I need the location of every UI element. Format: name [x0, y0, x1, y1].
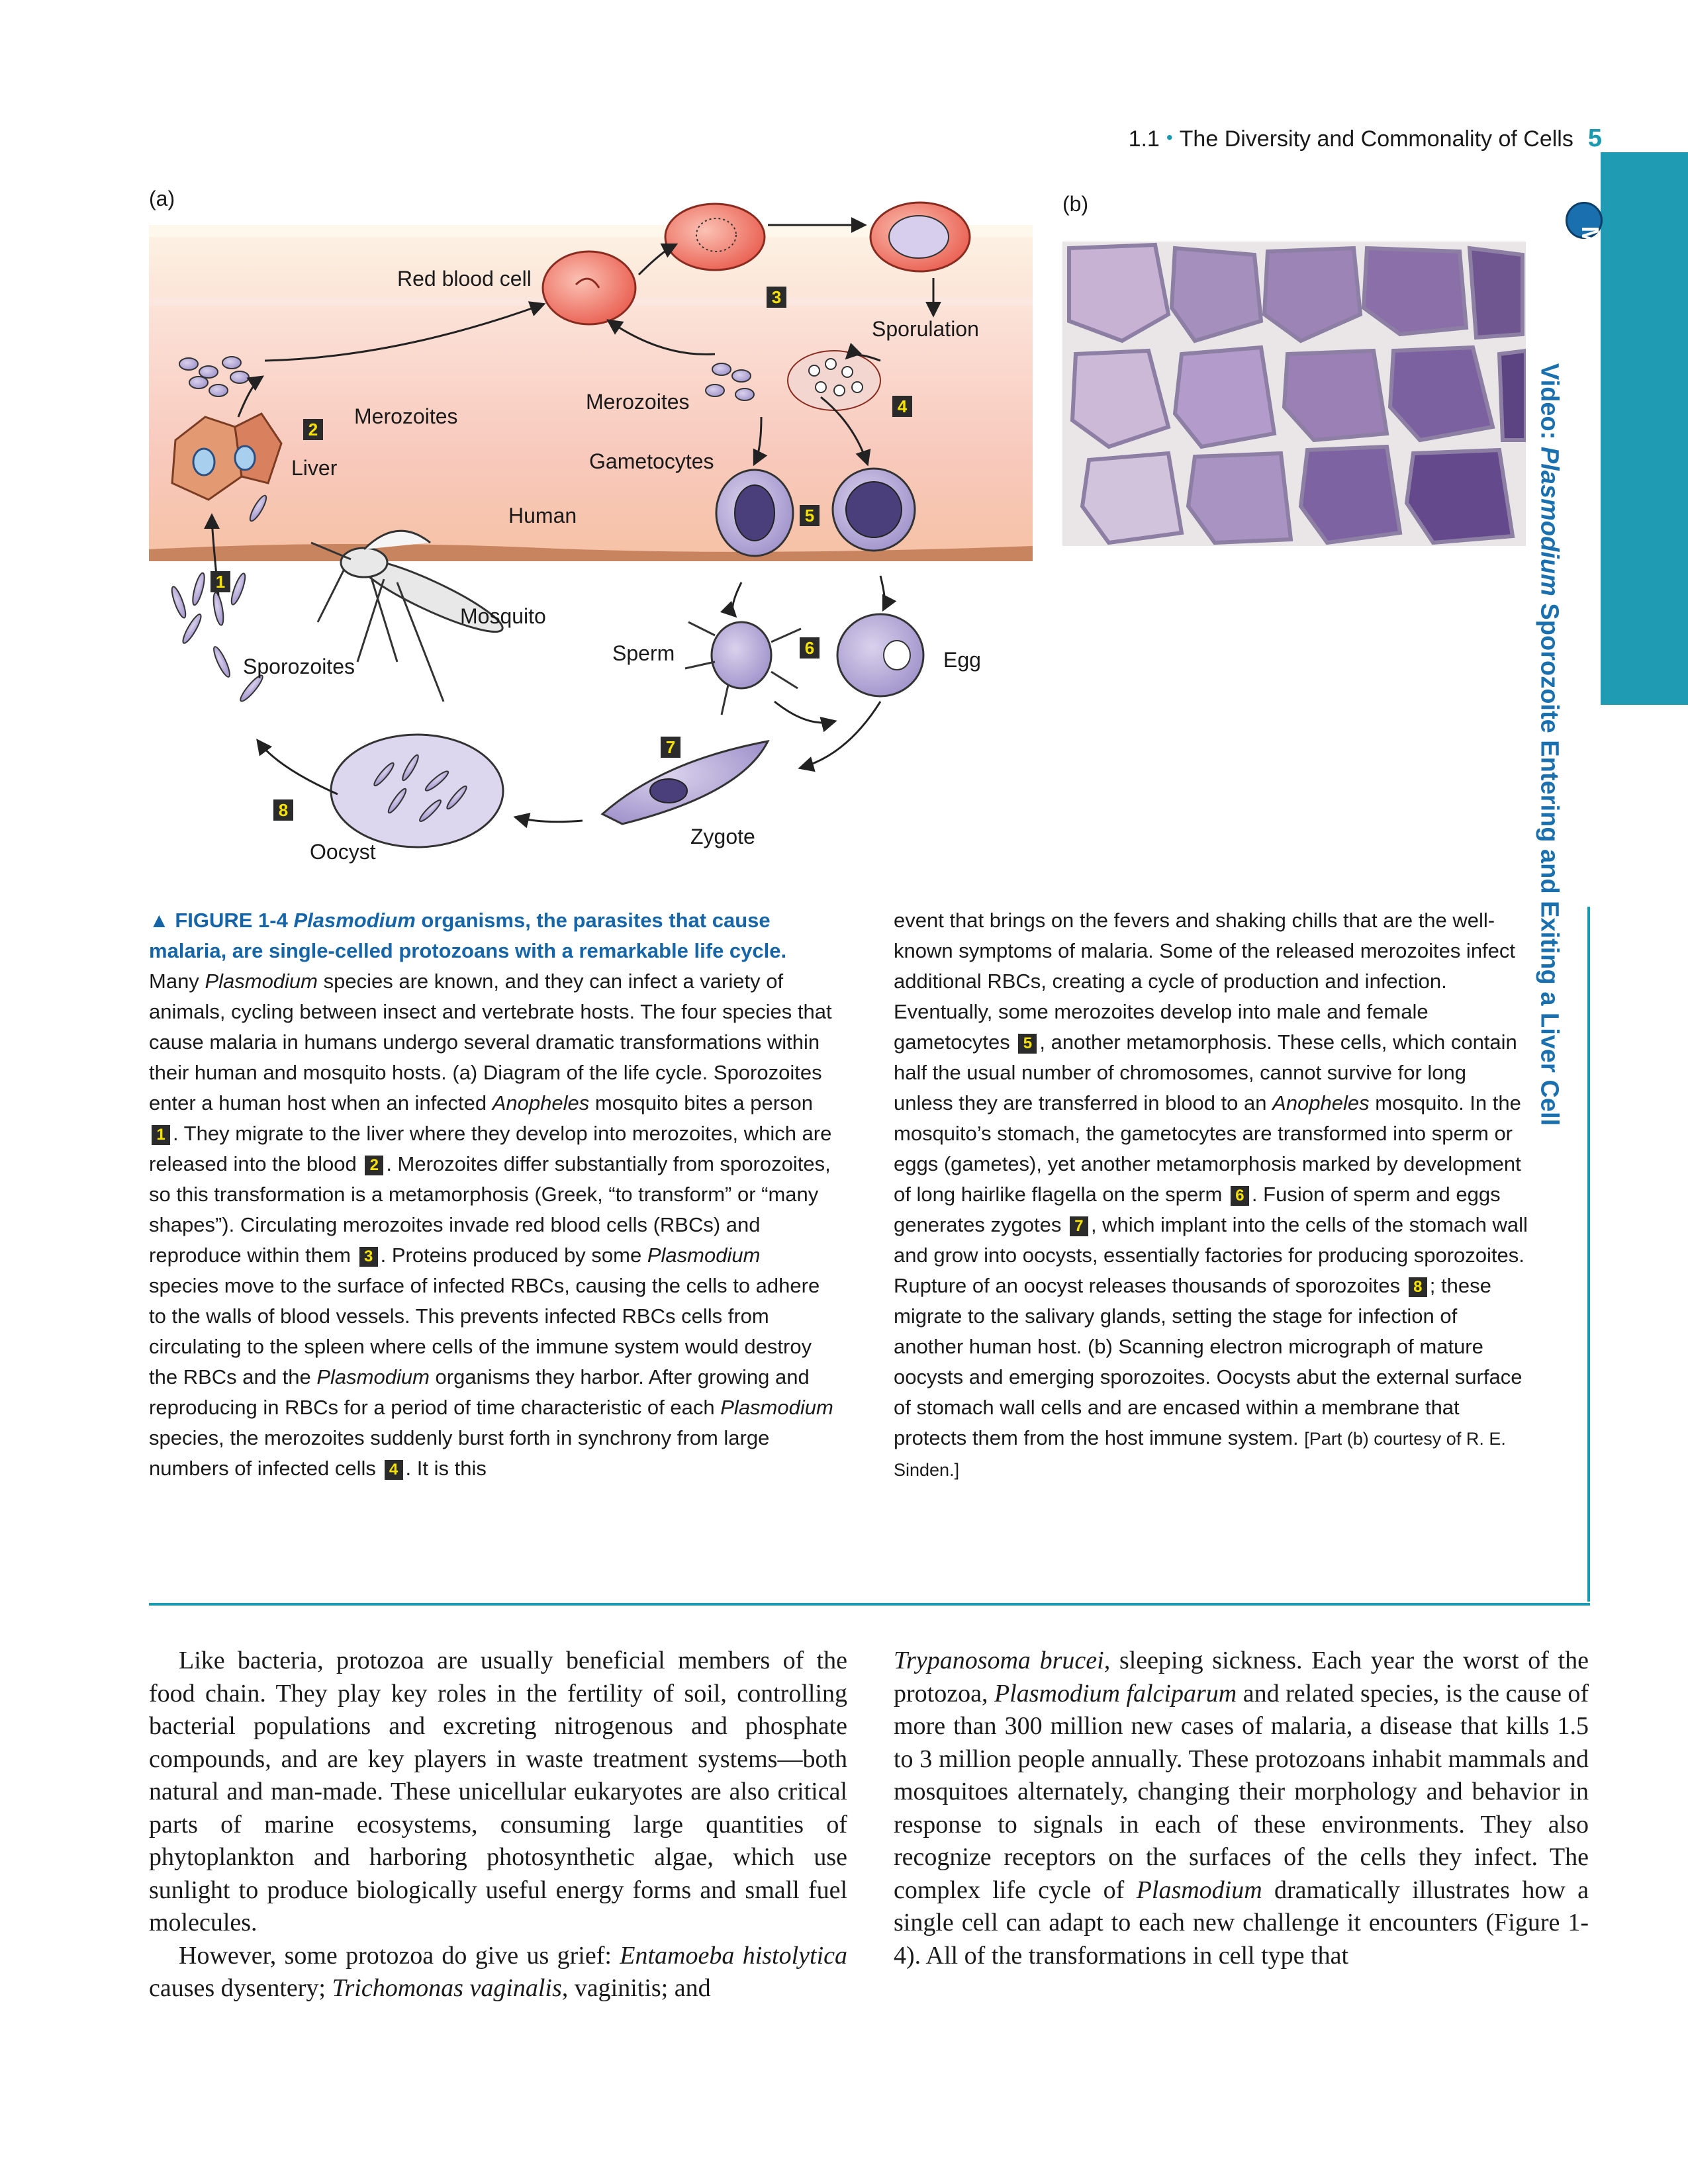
zygote-nucleus [650, 779, 687, 803]
caption-text: mosquito bites a person [594, 1091, 814, 1115]
label-sporozoites: Sporozoites [243, 655, 355, 678]
caption-right-column [894, 905, 1529, 1485]
figure-label: FIGURE 1-4 [175, 909, 288, 932]
step-7: 7 [665, 737, 676, 757]
body-italic: Trichomonas vaginalis, [332, 1974, 569, 2002]
caption-text: organisms they harbor. After growing and reproducing in RBCs for a period of time characteristic of each [149, 1365, 810, 1419]
egg-nucleus [884, 641, 910, 670]
inline-step-7: 7 [1070, 1216, 1088, 1236]
caption-text: species, the merozoites suddenly burst forth in synchrony from large numbers of infected cells [149, 1426, 770, 1480]
caption-text: event that brings on the fevers and shaking chills that are the well-known symptoms of malaria. Some of the released merozoites infect additional RBCs, creating a cycle of production and infection. Eventually, some merozoites develop into male and female gametocytes [894, 909, 1516, 1054]
caption-text: . It is this [405, 1457, 487, 1480]
caption-text: . Fusion of sperm and eggs generates zygotes [894, 1183, 1501, 1236]
sperm [685, 622, 801, 715]
body-italic: Trypanosoma brucei, [894, 1647, 1111, 1674]
label-human: Human [508, 504, 577, 527]
oocyst-micrograph [1062, 242, 1526, 546]
label-red-blood-cell: Red blood cell [397, 267, 532, 291]
caption-text: , which implant into the cells of the stomach wall and grow into oocysts, essentially factories for producing sporozoites. Rupture of an oocyst releases thousands of sporozoites [894, 1213, 1528, 1297]
step-6: 6 [804, 638, 815, 658]
caption-text: . Merozoites differ substantially from sporozoites, so this transformation is a metamorphosis (Greek, “to transform” or “many shapes”). Circulating merozoites invade red blood cells (RBCs) and reproduce within them [149, 1152, 831, 1267]
inline-step-8: 8 [1409, 1277, 1427, 1297]
red-blood-cell [543, 251, 635, 324]
gametocyte-male-nucleus [735, 485, 774, 541]
zygote [602, 741, 768, 824]
step-1: 1 [215, 572, 226, 592]
bullet-dot: • [1166, 127, 1173, 148]
running-head [1033, 124, 1602, 158]
label-sporulation: Sporulation [872, 317, 979, 341]
caption-title: organisms, the parasites that cause malaria, are single-celled protozoans with a remarkable life cycle. [149, 909, 787, 962]
label-sperm: Sperm [612, 641, 675, 665]
body-column-right [894, 1645, 1589, 1972]
caption-text: Many [149, 970, 199, 993]
label-liver: Liver [291, 456, 338, 480]
infected-rbc [665, 204, 765, 270]
label-merozoites-left: Merozoites [354, 404, 458, 428]
label-zygote: Zygote [690, 825, 755, 848]
step-4: 4 [897, 396, 908, 416]
label-mosquito: Mosquito [460, 604, 546, 628]
gametocyte-female-nucleus [846, 482, 902, 537]
panel-b-label: (b) [1062, 192, 1089, 216]
body-text: and related species, is the cause of more than 300 million new cases of malaria, a disease that kills 1.5 to 3 million people annually. These protozoans inhabit mammals and mosquitoes alternately, changing their morphology and behavior in response to signals in each of these environments. They also recognize receptors on the surfaces of the cells they infect. The complex life cycle of [894, 1679, 1589, 1904]
caption-italic: Plasmodium [647, 1244, 761, 1267]
video-title: Sporozoite Entering and Exiting a Liver Cell [1535, 603, 1564, 1126]
section-number: 1.1 [1128, 126, 1160, 152]
panel-a-label: (a) [149, 187, 175, 210]
label-oocyst: Oocyst [310, 840, 376, 864]
body-paragraph-2 [149, 1940, 847, 2005]
body-italic: Plasmodium [1136, 1876, 1262, 1904]
caption-text: ; these migrate to the salivary glands, setting the stage for infection of another human host. (b) Scanning electron micrograph of mature oocysts and emerging sporozoites. Oocysts abut the external surface of stomach wall cells and are encased within a membrane that protects them from the host immune system. [894, 1274, 1523, 1449]
body-column-left [149, 1645, 847, 2005]
oocyst [331, 735, 503, 847]
step-2: 2 [308, 420, 318, 439]
inline-step-2: 2 [365, 1156, 383, 1175]
caption-text: , another metamorphosis. These cells, which contain half the usual number of chromosomes, cannot survive for long unless they are transferred in blood to an [894, 1030, 1517, 1115]
caption-triangle: ▲ [149, 909, 169, 932]
caption-italic: Plasmodium [720, 1396, 833, 1419]
video-prefix: Video: [1535, 363, 1564, 440]
label-gametocytes: Gametocytes [589, 449, 714, 473]
caption-text: species move to the surface of infected RBCs, causing the cells to adhere to the walls of blood vessels. This prevents infected RBCs cells from circulating to the spleen where cells of the immune system would destroy the RBCs and the [149, 1274, 820, 1388]
inline-step-4: 4 [385, 1460, 403, 1480]
step-8: 8 [278, 800, 289, 820]
label-merozoites-center: Merozoites [586, 390, 690, 414]
caption-rule-vertical [1587, 907, 1590, 1602]
body-text: vaginitis; and [574, 1974, 711, 2002]
body-text: dramatically illustrates how a single cell can adapt to each new challenge it encounters (Figure 1-4). All of the transformations in cell type that [894, 1876, 1589, 1970]
caption-text: . Proteins produced by some [380, 1244, 642, 1267]
inline-step-5: 5 [1018, 1034, 1037, 1054]
page-number: 5 [1587, 124, 1602, 152]
caption-text: . They migrate to the liver where they develop into merozoites, which are released into the blood [149, 1122, 832, 1175]
life-cycle-diagram [146, 199, 1033, 867]
body-italic: Plasmodium falciparum [994, 1679, 1237, 1707]
caption-title-italic: Plasmodium [293, 909, 416, 932]
body-text: causes dysentery; [149, 1974, 326, 2002]
caption-left-column [149, 905, 834, 1484]
video-link[interactable] [1535, 363, 1564, 1126]
inline-step-1: 1 [152, 1125, 170, 1145]
body-paragraph-1: Like bacteria, protozoa are usually beneficial members of the food chain. They play key roles in the fertility of soil, controlling bacterial populations and excreting nitrogenous and phosphate compounds, and are key players in waste treatment systems—both natural and man-made. These unicellular eukaryotes are also critical parts of marine ecosystems, consuming large quantities of phytoplankton and harboring photosynthetic algae, which use sunlight to produce biologically useful energy forms and small fuel molecules. [149, 1647, 847, 1936]
caption-text: species are known, and they can infect a variety of animals, cycling between insect and vertebrate hosts. The four species that cause malaria in humans undergo several dramatic transformations within their human and mosquito hosts. (a) Diagram of the life cycle. Sporozoites enter a human host when an infected [149, 970, 832, 1115]
media-connections-label: MEDIA CONNECTIONS [1577, 226, 1604, 688]
caption-italic: Anopheles [1272, 1091, 1370, 1115]
video-title-italic: Plasmodium [1535, 446, 1564, 596]
step-5: 5 [804, 506, 815, 525]
running-title: The Diversity and Commonality of Cells [1179, 126, 1573, 152]
body-text: sleeping sickness. Each year the worst of the protozoa, [894, 1647, 1589, 1707]
caption-rule-horizontal [149, 1603, 1590, 1606]
caption-text: mosquito. In the mosquito’s stomach, the gametocytes are transformed into sperm or eggs (gametes), yet another metamorphosis marked by development of long hairlike flagella on the sperm [894, 1091, 1521, 1206]
schizont-body [889, 216, 949, 258]
caption-italic: Plasmodium [205, 970, 318, 993]
body-italic: Entamoeba histolytica [620, 1941, 848, 1970]
photo-credit: [Part (b) courtesy of R. E. Sinden.] [894, 1429, 1506, 1480]
inline-step-6: 6 [1231, 1186, 1249, 1206]
step-3: 3 [771, 287, 782, 307]
caption-italic: Anopheles [492, 1091, 590, 1115]
body-text: However, some protozoa do give us grief: [179, 1941, 612, 1970]
inline-step-3: 3 [359, 1247, 378, 1267]
media-connections-bar [1601, 152, 1688, 705]
caption-italic: Plasmodium [316, 1365, 430, 1388]
label-egg: Egg [943, 648, 981, 672]
